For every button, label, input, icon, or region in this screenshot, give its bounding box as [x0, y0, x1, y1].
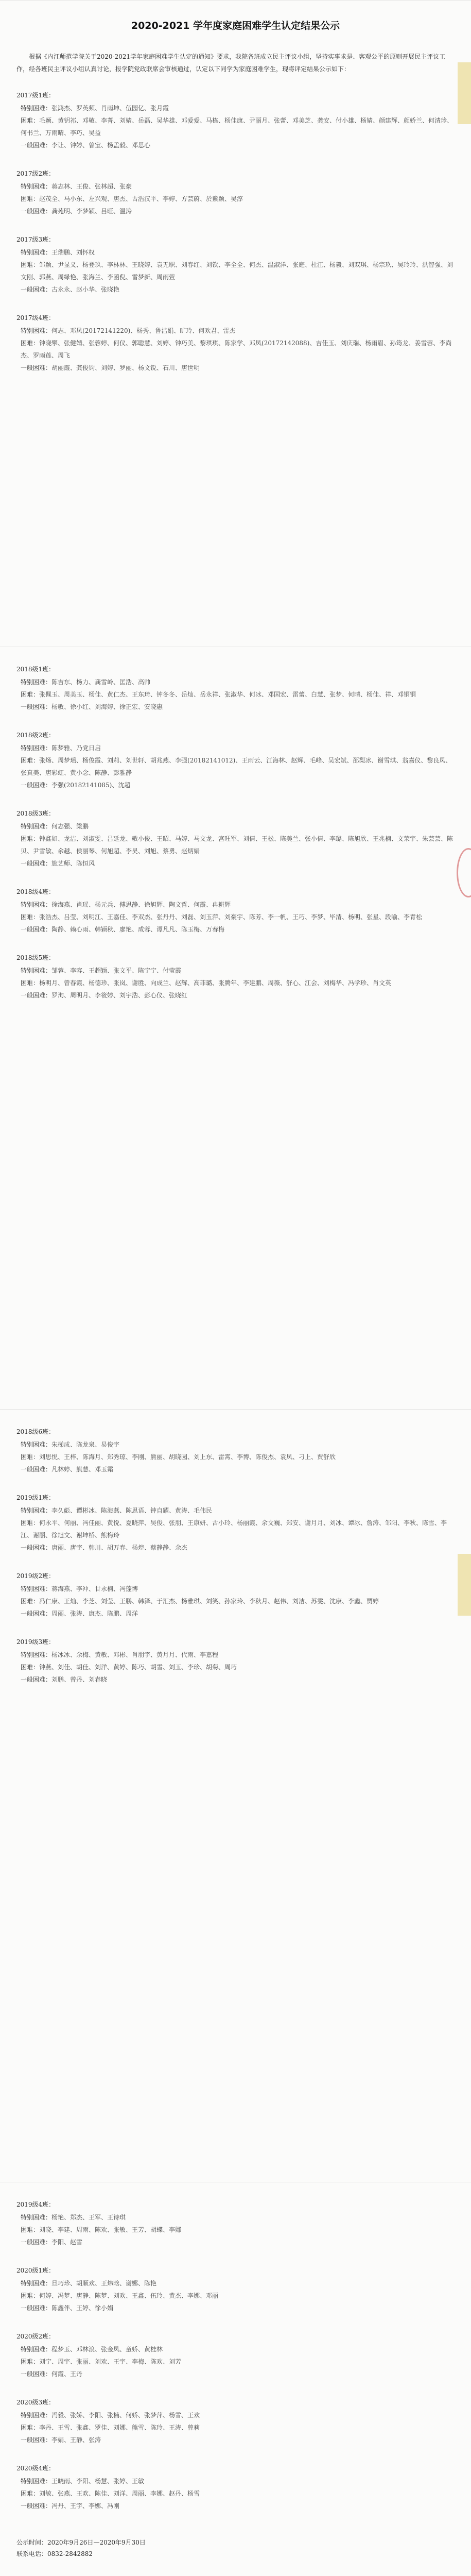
class-section — [16, 1635, 455, 1686]
difficulty-level-label: 一般困难： — [21, 2436, 52, 2444]
difficulty-level-row — [16, 283, 455, 296]
difficulty-level-label: 一般困难： — [21, 364, 52, 371]
difficulty-level-label: 一般困难： — [21, 703, 52, 710]
student-names: 何永平、何丽、冯佳丽、黄悦、夏晓萍、吴俊、张朋、王康妍、古小玲、杨丽霞、余文巍、郑安、谢月月、刘冰、谭冰、詹涛、邹阳、李秋、陈雪、李江、谢丽、徐旭文、谢坤桥、熊梅玲 — [21, 1519, 447, 1539]
difficulty-level-label: 一般困难： — [21, 2502, 52, 2510]
difficulty-level-label: 一般困难： — [21, 1610, 52, 1617]
difficulty-level-label: 特别困难： — [21, 327, 52, 334]
class-section — [16, 2264, 455, 2314]
student-names: 冯仁康、王灿、李芝、刘莹、王鹏、韩泽、于汇杰、杨雅琪、刘笑、孙家玲、李秋月、赵伟、刘洁、苏雯、沈康、李鑫、贾婷 — [39, 1598, 379, 1605]
page-3 — [0, 1409, 471, 2182]
difficulty-level-row — [16, 779, 455, 791]
page-1 — [0, 0, 471, 647]
student-names: 徐海燕、肖瑶、杨元兵、傅思静、徐旭辉、陶文哲、何霞、冉耕辉 — [51, 901, 231, 908]
difficulty-level-label: 一般困难： — [21, 2370, 52, 2378]
student-names: 张炀、周梦瑶、杨俊霞、刘莉、刘世轩、胡兆燕、李强(20182141012)、王雨云、江海林、赵辉、毛峰、吴宏斌、邵梨冰、谢雪琪、翁嘉仪、黎良凤、张真美、唐彩虹、黄小念、陈静、彭雅静 — [21, 757, 452, 776]
student-names: 邹颖、尹显义、杨登玖、李林林、王晓婷、袁无职、刘春红、刘钦、李全全、何杰、温淑洋、张庭、杜江、杨毅、刘双琪、杨宗玖、吴玲玲、洪智强、刘文刚、郭燕、周绿艳、张海兰、李函倪、雷梦新、周雨萱 — [21, 261, 453, 281]
difficulty-level-label: 特别困难： — [21, 249, 52, 256]
student-names: 冯丹、王宇、李娜、冯刚 — [51, 2502, 120, 2510]
difficulty-level-row — [16, 180, 455, 193]
class-section — [16, 89, 455, 151]
difficulty-level-label: 困难： — [21, 195, 40, 202]
class-section — [16, 311, 455, 374]
student-names: 李强(20182141085)、沈超 — [51, 782, 131, 789]
class-heading: 2018级6班： — [16, 1428, 55, 1435]
student-names: 赵茂全、马小东、左兴观、唐杰、古浩汉平、李婷、方芸蔚、於紫颖、吴淳 — [39, 195, 243, 202]
difficulty-level-row — [16, 2224, 455, 2236]
difficulty-level-label: 特别困难： — [21, 2280, 52, 2287]
difficulty-level-label: 困难： — [21, 261, 40, 268]
class-heading: 2018级5班： — [16, 954, 55, 961]
difficulty-level-row — [16, 977, 455, 989]
difficulty-level-label: 一般困难： — [21, 1676, 52, 1683]
student-names: 何志、邓凤(20172141220)、杨秀、鲁洁娟、旷玲、何欢君、雷杰 — [51, 327, 236, 334]
difficulty-level-label: 特别困难： — [21, 2412, 52, 2419]
class-heading: 2018级4班： — [16, 888, 55, 895]
difficulty-level-label: 特别困难： — [21, 2214, 52, 2221]
difficulty-level-row — [16, 2434, 455, 2446]
student-names: 刘宁、周宇、张丽、刘欢、王宇、李梅、陈欢、刘芳 — [39, 2358, 182, 2365]
difficulty-level-row — [16, 139, 455, 151]
difficulty-level-label: 困难： — [21, 2424, 40, 2431]
student-names: 钟燕、刘佳、胡佳、刘洋、黄婷、陈巧、胡雪、刘玉、李珍、胡菊、周巧 — [39, 1664, 237, 1671]
class-section — [16, 233, 455, 296]
student-names: 李娟、王静、张涛 — [51, 2436, 101, 2444]
difficulty-level-label: 一般困难： — [21, 142, 52, 149]
difficulty-level-label: 一般困难： — [21, 1466, 52, 1473]
difficulty-level-row — [16, 2302, 455, 2314]
student-names: 陈吉东、杨力、龚雪岭、匡浩、高帅 — [51, 679, 151, 686]
student-names: 刘敏、张燕、王欢、陈佳、刘洋、周丽、李娜、赵丹、杨雪 — [39, 2490, 200, 2497]
class-section — [16, 1491, 455, 1554]
student-names: 凡林婷、熊慧、邓玉霜 — [51, 1466, 114, 1473]
student-names: 罗洵、周明月、李筱婷、刘宇浩、彭心仪、张晓红 — [51, 992, 188, 999]
student-names: 龚苑明、李梦颖、吕旺、温涛 — [51, 208, 132, 215]
class-heading: 2017级2班： — [16, 170, 55, 177]
difficulty-level-label: 特别困难： — [21, 183, 52, 190]
difficulty-level-row — [16, 2368, 455, 2380]
difficulty-level-row — [16, 1438, 455, 1451]
difficulty-level-row — [16, 964, 455, 977]
class-section — [16, 807, 455, 870]
document-title: 2020-2021 学年度家庭困难学生认定结果公示 — [131, 20, 340, 31]
difficulty-level-row — [16, 2355, 455, 2368]
difficulty-level-row — [16, 2290, 455, 2302]
class-heading: 2017级3班： — [16, 236, 55, 243]
difficulty-level-row — [16, 2277, 455, 2290]
difficulty-level-label: 困难： — [21, 2358, 40, 2365]
class-heading: 2019级2班： — [16, 1572, 55, 1580]
difficulty-level-row — [16, 2409, 455, 2421]
difficulty-level-row — [16, 2500, 455, 2512]
difficulty-level-row — [16, 1583, 455, 1595]
difficulty-level-label: 特别困难： — [21, 1507, 52, 1514]
student-names: 陶静、赖心雨、韩颖秋、廖艳、成蓉、谭凡凡、陈玉梅、万春梅 — [51, 926, 225, 933]
difficulty-level-label: 一般困难： — [21, 286, 52, 293]
student-names: 唐丽、唐宇、韩川、胡万春、杨煌、蔡静静、余杰 — [51, 1544, 188, 1551]
class-section — [16, 2330, 455, 2380]
difficulty-level-row — [16, 754, 455, 779]
student-names: 程梦玉、邓林浪、张金凤、童娇、黄桂林 — [51, 2346, 163, 2353]
class-section — [16, 1569, 455, 1620]
class-heading: 2020级4班： — [16, 2465, 55, 2472]
contact-phone: 联系电话：0832-2842882 — [16, 2550, 93, 2557]
student-names: 李久彪、谭彬冰、陈海燕、陈思语、钟自耀、黄涛、毛伟民 — [51, 1507, 213, 1514]
scan-edge-mark — [458, 1554, 471, 1616]
class-heading: 2018级2班： — [16, 732, 55, 739]
difficulty-level-label: 特别困难： — [21, 2346, 52, 2353]
difficulty-level-row — [16, 2475, 455, 2487]
student-names: 李阳、赵雪 — [51, 2239, 83, 2246]
difficulty-level-label: 特别困难： — [21, 744, 52, 752]
difficulty-level-row — [16, 899, 455, 911]
difficulty-level-row — [16, 820, 455, 833]
difficulty-level-row — [16, 688, 455, 701]
difficulty-level-label: 困难： — [21, 2226, 40, 2233]
intro-paragraph: 根据《内江师范学院关于2020-2021学年家庭困难学生认定的通知》要求，我院各班成立民主评议小组，坚持实事求是、客观公平的原则开展民主评议工作，经各班民主评议小组认真讨论，报学院党政联席会审核通过，认定以下同学为家庭困难学生，现将评定结果公示如下： — [16, 53, 446, 73]
class-heading: 2018级3班： — [16, 810, 55, 817]
difficulty-level-row — [16, 742, 455, 754]
student-names: 施艺师、陈恒风 — [51, 860, 95, 867]
student-names: 张佩玉、周美玉、杨佳、黄仁杰、王东琦、钟冬冬、岳灿、岳永祥、张淑华、何冰、邓国宏、雷蕾、白慧、张梦、何晴、杨佳、祥、邓铜铜 — [39, 691, 416, 698]
student-names: 王晓雨、李阳、杨慧、张婷、王敏 — [51, 2478, 145, 2485]
student-names: 杨敏、徐小红、刘海婷、徐正宏、安晓惠 — [51, 703, 163, 710]
difficulty-level-label: 一般困难： — [21, 992, 52, 999]
student-names: 冯毅、张娇、李阳、张楠、何娇、张梦萍、杨雪、王欢 — [51, 2412, 200, 2419]
difficulty-level-label: 困难： — [21, 1598, 40, 1605]
difficulty-level-label: 特别困难： — [21, 1585, 52, 1592]
class-heading: 2017级1班： — [16, 92, 55, 99]
difficulty-level-row — [16, 246, 455, 259]
student-names: 何霞、王丹 — [51, 2370, 83, 2378]
difficulty-level-row — [16, 337, 455, 362]
class-section — [16, 885, 455, 936]
student-names: 胡丽霞、龚俊钧、刘婷、罗丽、杨文锐、石川、唐世明 — [51, 364, 200, 371]
class-heading: 2020级2班： — [16, 2333, 55, 2340]
student-names: 钟晓攀、张健婧、张蓉婷、何仪、郭聪慧、刘婷、钟巧美、黎琪琪、陈家学、邓凤(20172142088)、吉佳玉、刘庆瑞、杨雨眉、孙筠龙、姜雪蓉、李尚杰、罗雨莲、周飞 — [21, 340, 452, 359]
class-section — [16, 951, 455, 1002]
difficulty-level-label: 困难： — [21, 913, 40, 921]
student-names: 旦巧珍、胡顺欢、王炜晗、谢娜、陈艳 — [51, 2280, 157, 2287]
difficulty-level-label: 特别困难： — [21, 2478, 52, 2485]
difficulty-level-label: 困难： — [21, 835, 40, 842]
difficulty-level-label: 特别困难： — [21, 823, 52, 830]
scan-edge-mark — [458, 62, 471, 124]
footer — [16, 2537, 455, 2560]
student-names: 刘思悦、王梓、陈海月、郑秀琼、李刚、熊丽、胡晓园、刘上东、雷霄、李博、陈俊杰、袁凤、刁上、贾舒欣 — [39, 1453, 336, 1461]
class-heading: 2020级1班： — [16, 2267, 55, 2274]
publicity-period: 公示时间：2020年9月26日—2020年9月30日 — [16, 2539, 146, 2546]
class-section — [16, 728, 455, 791]
student-names: 杨冰冰、余梅、黄敏、邓彬、肖朋宇、黄月月、代雨、李嘉程 — [51, 1651, 219, 1658]
difficulty-level-row — [16, 857, 455, 870]
class-section — [16, 167, 455, 217]
difficulty-level-row — [16, 2211, 455, 2224]
difficulty-level-row — [16, 1661, 455, 1673]
difficulty-level-row — [16, 911, 455, 923]
difficulty-level-row — [16, 325, 455, 337]
difficulty-level-label: 困难： — [21, 1664, 40, 1671]
difficulty-level-label: 困难： — [21, 1453, 40, 1461]
difficulty-level-row — [16, 1504, 455, 1517]
difficulty-level-row — [16, 2421, 455, 2434]
class-heading: 2019级1班： — [16, 1494, 55, 1501]
class-heading: 2019级3班： — [16, 1638, 55, 1646]
difficulty-level-label: 特别困难： — [21, 1651, 52, 1658]
difficulty-level-label: 困难： — [21, 2490, 40, 2497]
difficulty-level-row — [16, 989, 455, 1002]
difficulty-level-label: 特别困难： — [21, 1441, 52, 1448]
difficulty-level-row — [16, 193, 455, 205]
difficulty-level-row — [16, 1451, 455, 1463]
difficulty-level-label: 困难： — [21, 979, 40, 987]
difficulty-level-label: 困难： — [21, 2292, 40, 2299]
difficulty-level-label: 特别困难： — [21, 105, 52, 112]
class-section — [16, 2198, 455, 2248]
difficulty-level-label: 一般困难： — [21, 782, 52, 789]
difficulty-level-label: 困难： — [21, 117, 40, 124]
difficulty-level-label: 一般困难： — [21, 1544, 52, 1551]
student-names: 周丽、张涛、康杰、陈鹏、周洋 — [51, 1610, 138, 1617]
student-names: 钟鑫如、龙洁、刘淑雯、吕延龙、敬小俊、王昭、马婷、马文龙、宫旺军、刘倩、王松、陈美兰、张小倩、李璐、陈旭欣、王兆楠、文荣宇、朱芸芸、陈贝、尹雪敏、余越、侯丽琴、何旭超、李昊、刘旭、蔡勇、赵炳娟 — [21, 835, 453, 855]
class-section — [16, 2396, 455, 2446]
difficulty-level-row — [16, 1517, 455, 1541]
student-names: 王瑞鹏、刘怀权 — [51, 249, 95, 256]
difficulty-level-row — [16, 676, 455, 688]
difficulty-level-label: 一般困难： — [21, 860, 52, 867]
student-names: 李让、钟婷、曾宝、杨孟毅、邓思心 — [51, 142, 151, 149]
student-names: 杨明月、曾春霞、杨德珍、张岚、谢胜、向成兰、赵辉、高菲璐、张腾年、李建鹏、周薇、舒心、江会、刘梅华、冯学珍、肖文英 — [39, 979, 392, 987]
difficulty-level-row — [16, 2236, 455, 2248]
difficulty-level-row — [16, 259, 455, 283]
student-names: 古永永、赵小华、张晓艳 — [51, 286, 120, 293]
page-4 — [0, 2182, 471, 2576]
student-names: 何婷、冯梦、唐静、陈梦、刘欢、王鑫、伍玲、黄杰、李娜、邓丽 — [39, 2292, 219, 2299]
difficulty-level-row — [16, 923, 455, 936]
student-names: 陈梦雅、乃党日启 — [51, 744, 101, 752]
difficulty-level-row — [16, 1541, 455, 1554]
difficulty-level-label: 困难： — [21, 340, 40, 347]
difficulty-level-label: 困难： — [21, 1519, 40, 1527]
difficulty-level-label: 困难： — [21, 691, 40, 698]
difficulty-level-row — [16, 1595, 455, 1607]
student-names: 何志强、梁鹏 — [51, 823, 89, 830]
difficulty-level-row — [16, 701, 455, 713]
class-section — [16, 663, 455, 713]
student-names: 陈鑫伴、王婷、徐小娟 — [51, 2304, 114, 2312]
class-heading: 2018级1班： — [16, 666, 55, 673]
difficulty-level-label: 一般困难： — [21, 208, 52, 215]
difficulty-level-label: 特别困难： — [21, 967, 52, 974]
difficulty-level-label: 一般困难： — [21, 926, 52, 933]
difficulty-level-row — [16, 2487, 455, 2500]
difficulty-level-label: 一般困难： — [21, 2304, 52, 2312]
difficulty-level-row — [16, 2343, 455, 2355]
difficulty-level-row — [16, 1673, 455, 1686]
difficulty-level-row — [16, 205, 455, 217]
difficulty-level-row — [16, 833, 455, 857]
student-names: 邹蓉、李容、王超颖、张文平、陈宁宁、付莹霞 — [51, 967, 182, 974]
student-names: 刘晓、李建、周雨、陈欢、张敏、王芳、胡蝶、李娜 — [39, 2226, 182, 2233]
student-names: 朱梯成、陈龙泉、易俊宇 — [51, 1441, 120, 1448]
difficulty-level-label: 一般困难： — [21, 2239, 52, 2246]
difficulty-level-row — [16, 1463, 455, 1476]
student-names: 李丹、王雪、张鑫、罗佳、刘娜、熊雪、陈玲、王涛、曾莉 — [39, 2424, 200, 2431]
class-section — [16, 2462, 455, 2512]
student-names: 蒋海燕、李冲、甘永楠、冯蓬博 — [51, 1585, 138, 1592]
difficulty-level-label: 困难： — [21, 757, 40, 764]
seal-stamp-edge — [457, 848, 471, 897]
page-2 — [0, 647, 471, 1410]
difficulty-level-row — [16, 114, 455, 139]
difficulty-level-label: 特别困难： — [21, 901, 52, 908]
student-names: 蒋志林、王俊、张林超、张豪 — [51, 183, 132, 190]
difficulty-level-label: 特别困难： — [21, 679, 52, 686]
class-heading: 2019级4班： — [16, 2201, 55, 2208]
difficulty-level-row — [16, 1607, 455, 1620]
student-names: 刘鹏、曾丹、刘春晓 — [51, 1676, 108, 1683]
student-names: 张鸿杰、罗英频、肖雨坤、伍园亿、张月霞 — [51, 105, 169, 112]
difficulty-level-row — [16, 102, 455, 114]
student-names: 毛颖、黄钥祁、邓敬、李菁、刘婧、岳磊、吴华雄、邓爱爱、马栋、杨佳康、尹丽月、张蕾、邓美芝、龚安、付小雄、杨婧、颜建辉、颜娇兰、何清珍、何书兰、万雨晴、李巧、吴益 — [21, 117, 453, 137]
difficulty-level-row — [16, 1649, 455, 1661]
class-heading: 2017级4班： — [16, 314, 55, 321]
student-names: 杨艳、郑杰、王军、王诗琪 — [51, 2214, 126, 2221]
difficulty-level-row — [16, 362, 455, 374]
class-heading: 2020级3班： — [16, 2399, 55, 2406]
student-names: 张浩杰、吕莹、刘明江、王嘉佳、李双杰、张丹丹、刘磊、刘玉萍、刘豪宇、陈芳、李一帆、王巧、李梦、毕清、杨明、张星、段喻、李青松 — [39, 913, 423, 921]
class-section — [16, 1425, 455, 1476]
